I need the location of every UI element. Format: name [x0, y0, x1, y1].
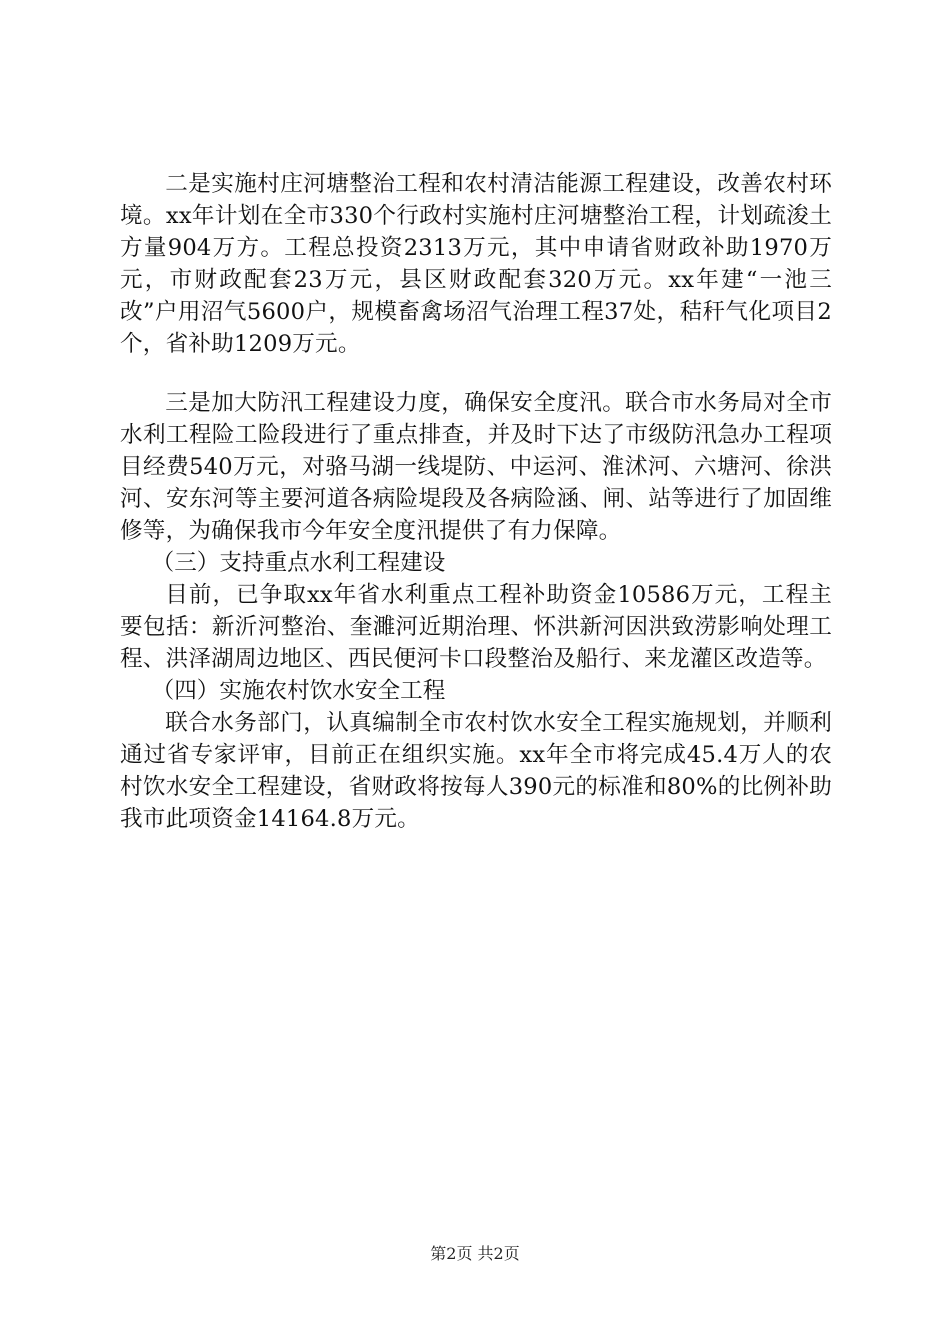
paragraph-drinking-water: 联合水务部门，认真编制全市农村饮水安全工程实施规划，并顺利通过省专家评审，目前正在组织实施。xx年全市将完成45.4万人的农村饮水安全工程建设，省财政将按每人390元的标准和80%的比例补助我市此项资金14164.8万元。 [120, 710, 832, 832]
section-heading-key-water-projects: （三）支持重点水利工程建设 [151, 550, 446, 576]
page-number-footer: 第2页 共2页 [430, 1244, 520, 1263]
paragraph-spacer [120, 360, 832, 387]
section-heading-drinking-water: （四）实施农村饮水安全工程 [151, 678, 446, 704]
paragraph-flood-control: 三是加大防汛工程建设力度，确保安全度汛。联合市水务局对全市水利工程险工险段进行了重点排查，并及时下达了市级防汛急办工程项目经费540万元，对骆马湖一线堤防、中运河、淮沭河、六塘河、徐洪河、安东河等主要河道各病险堤段及各病险涵、闸、站等进行了加固维修等，为确保我市今年安全度汛提供了有力保障。 [120, 390, 832, 544]
paragraph-key-water-projects: 目前，已争取xx年省水利重点工程补助资金10586万元，工程主要包括：新沂河整治、奎濉河近期治理、怀洪新河因洪致涝影响处理工程、洪泽湖周边地区、西民便河卡口段整治及船行、来龙灌区改造等。 [120, 582, 832, 672]
paragraph-rural-environment: 二是实施村庄河塘整治工程和农村清洁能源工程建设，改善农村环境。xx年计划在全市330个行政村实施村庄河塘整治工程，计划疏浚土方量904万方。工程总投资2313万元，其中申请省财政补助1970万元，市财政配套23万元，县区财政配套320万元。xx年建“一池三改”户用沼气5600户，规模畜禽场沼气治理工程37处，秸秆气化项目2个，省补助1209万元。 [120, 171, 832, 357]
document-body [120, 168, 832, 835]
